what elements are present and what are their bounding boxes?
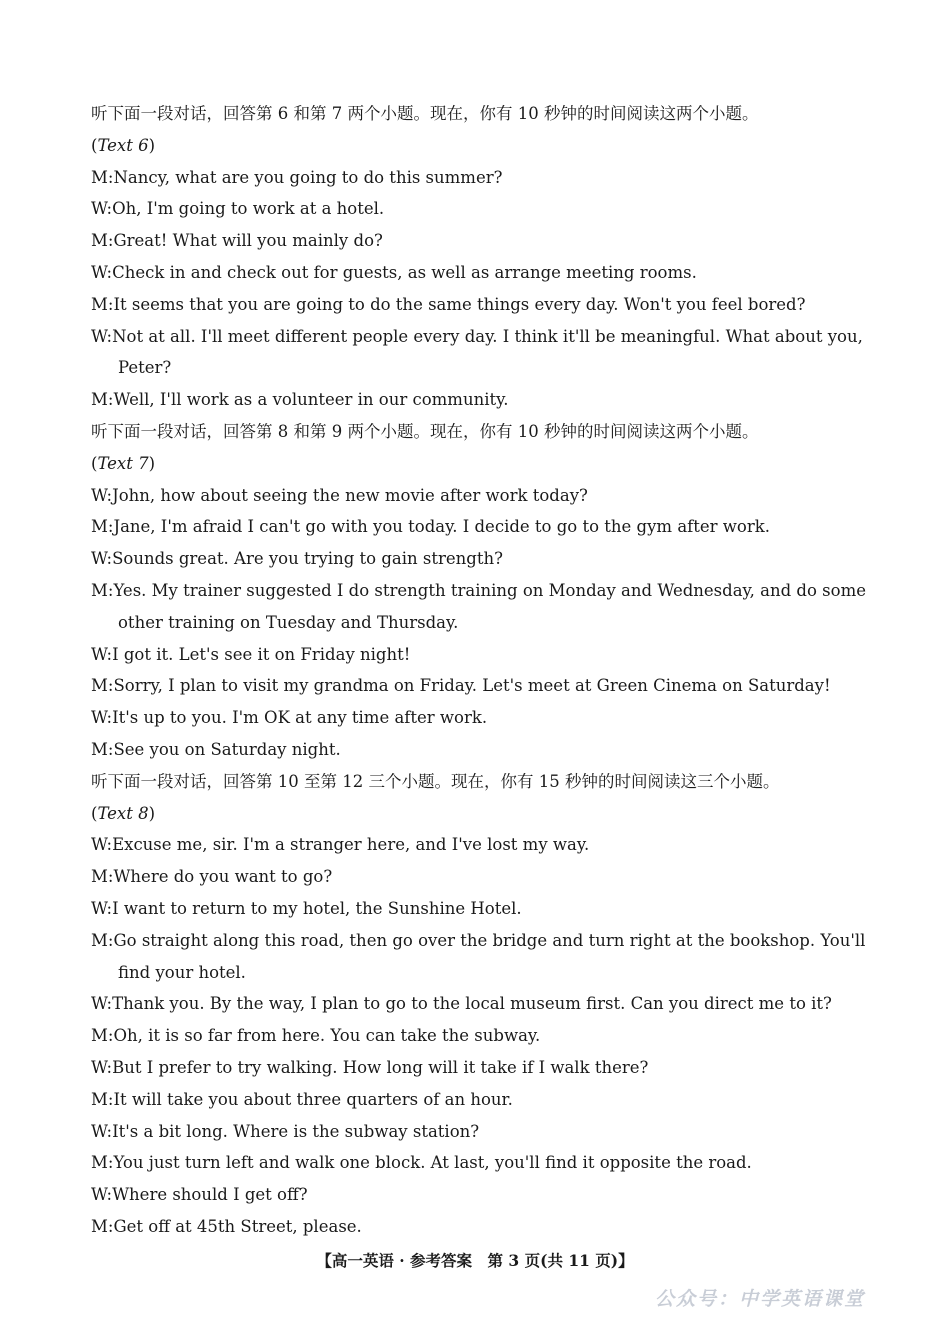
- section-instruction: 听下面一段对话，回答第 8 和第 9 两个小题。现在，你有 10 秒钟的时间阅读这两个小题。: [91, 421, 759, 441]
- dialogue-line: W:I got it. Let's see it on Friday night!: [91, 644, 411, 664]
- dialogue-line: M:Sorry, I plan to visit my grandma on Friday. Let's meet at Green Cinema on Saturday!: [91, 676, 831, 696]
- dialogue-line: M:Nancy, what are you going to do this summer?: [91, 167, 503, 187]
- dialogue-line: W:John, how about seeing the new movie after work today?: [91, 485, 588, 505]
- section-instruction: 听下面一段对话，回答第 10 至第 12 三个小题。现在，你有 15 秒钟的时间阅读这三个小题。: [91, 771, 780, 791]
- text-label: (Text 7): [91, 453, 156, 473]
- dialogue-line: M:You just turn left and walk one block. At last, you'll find it opposite the road.: [91, 1153, 752, 1173]
- dialogue-line: M:Great! What will you mainly do?: [91, 231, 383, 251]
- dialogue-line: M:See you on Saturday night.: [91, 739, 341, 759]
- page-footer: 【高一英语 · 参考答案 第 3 页(共 11 页)】: [316, 1251, 634, 1270]
- text-label: (Text 6): [91, 135, 156, 155]
- dialogue-line: W:It's a bit long. Where is the subway station?: [91, 1121, 480, 1141]
- dialogue-line: M:Get off at 45th Street, please.: [91, 1216, 362, 1236]
- dialogue-line: M:Where do you want to go?: [91, 867, 333, 887]
- dialogue-line: W:Thank you. By the way, I plan to go to the local museum first. Can you direct me to it?: [91, 994, 832, 1014]
- text-label: (Text 8): [91, 803, 156, 823]
- dialogue-line: W:But I prefer to try walking. How long will it take if I walk there?: [91, 1057, 649, 1077]
- dialogue-line: W:It's up to you. I'm OK at any time after work.: [91, 708, 488, 728]
- section-instruction: 听下面一段对话，回答第 6 和第 7 两个小题。现在，你有 10 秒钟的时间阅读这两个小题。: [91, 104, 759, 123]
- dialogue-line: M:Go straight along this road, then go over the bridge and turn right at the bookshop. You'll find your hotel.: [91, 930, 866, 982]
- dialogue-line: W:Oh, I'm going to work at a hotel.: [91, 199, 385, 219]
- dialogue-line: M:Well, I'll work as a volunteer in our community.: [91, 390, 509, 410]
- dialogue-line: W:Where should I get off?: [91, 1185, 308, 1205]
- document-body: [91, 98, 866, 1243]
- watermark: 公众号：中学英语课堂: [655, 1288, 866, 1310]
- dialogue-line: M:It seems that you are going to do the same things every day. Won't you feel bored?: [91, 294, 806, 314]
- dialogue-line: M:It will take you about three quarters of an hour.: [91, 1089, 513, 1109]
- dialogue-line: M:Yes. My trainer suggested I do strength training on Monday and Wednesday, and do some other training on Tuesday and Thursday.: [91, 580, 866, 632]
- dialogue-line: W:Not at all. I'll meet different people every day. I think it'll be meaningful. What about you, Peter?: [91, 326, 863, 378]
- dialogue-line: M:Oh, it is so far from here. You can take the subway.: [91, 1026, 541, 1046]
- dialogue-line: M:Jane, I'm afraid I can't go with you today. I decide to go to the gym after work.: [91, 517, 770, 537]
- dialogue-line: W:Check in and check out for guests, as well as arrange meeting rooms.: [91, 262, 697, 282]
- dialogue-line: W:Excuse me, sir. I'm a stranger here, and I've lost my way.: [91, 835, 590, 855]
- dialogue-line: W:Sounds great. Are you trying to gain strength?: [91, 549, 503, 569]
- dialogue-line: W:I want to return to my hotel, the Sunshine Hotel.: [91, 898, 522, 918]
